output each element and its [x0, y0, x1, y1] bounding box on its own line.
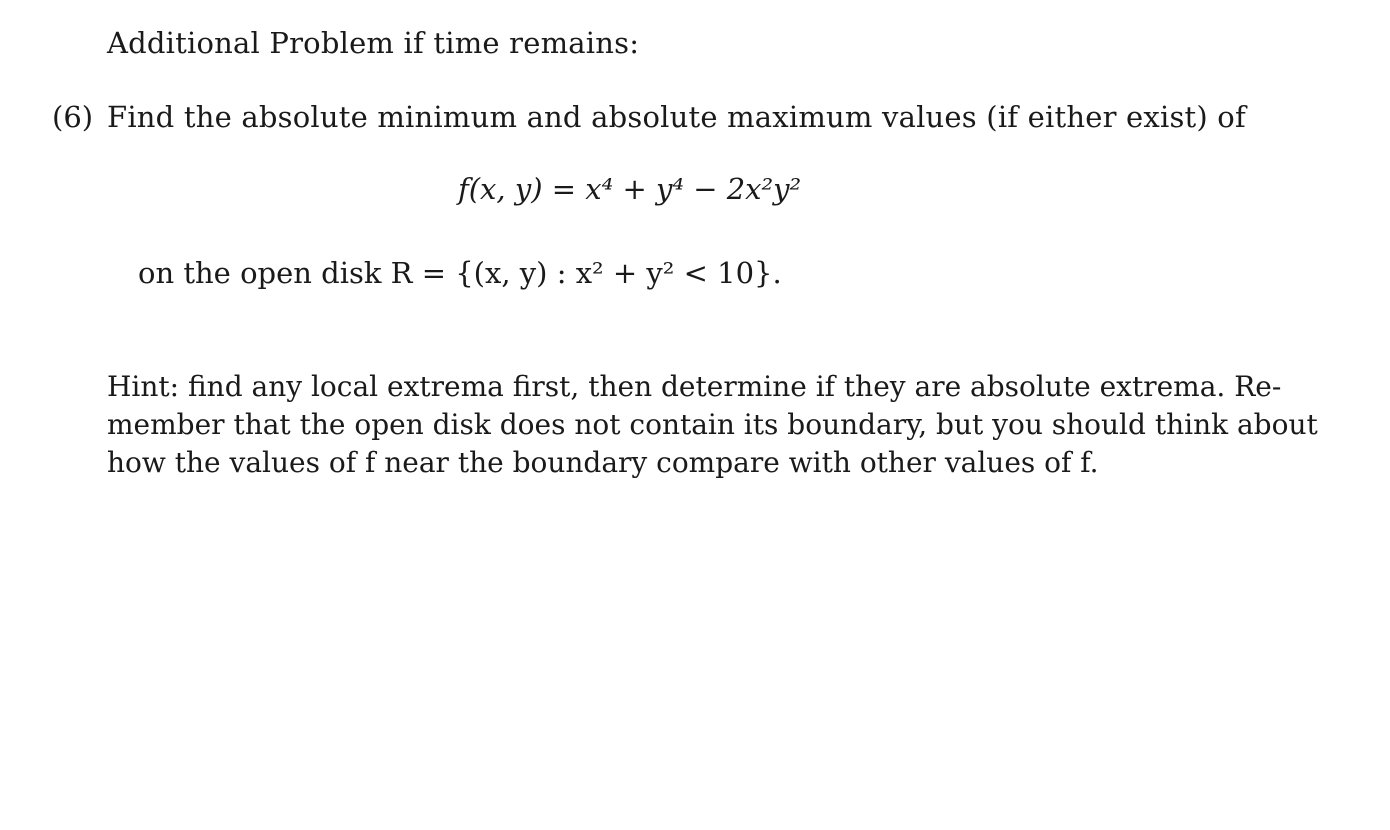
hint-line: member that the open disk does not contain its boundary, but you should think about [107, 408, 1318, 441]
function-equation: f(x, y) = x⁴ + y⁴ − 2x²y² [458, 172, 802, 206]
problem-number: (6) [52, 100, 94, 134]
hint-line: Hint: find any local extrema first, then determine if they are absolute extrema. Re- [107, 370, 1282, 403]
domain-description: on the open disk R = {(x, y) : x² + y² < 10}. [138, 256, 782, 290]
problem-statement: Find the absolute minimum and absolute maximum values (if either exist) of [107, 100, 1246, 134]
hint-line: how the values of f near the boundary compare with other values of f. [107, 446, 1099, 479]
section-heading: Additional Problem if time remains: [107, 26, 640, 60]
hint-paragraph [107, 368, 1318, 482]
